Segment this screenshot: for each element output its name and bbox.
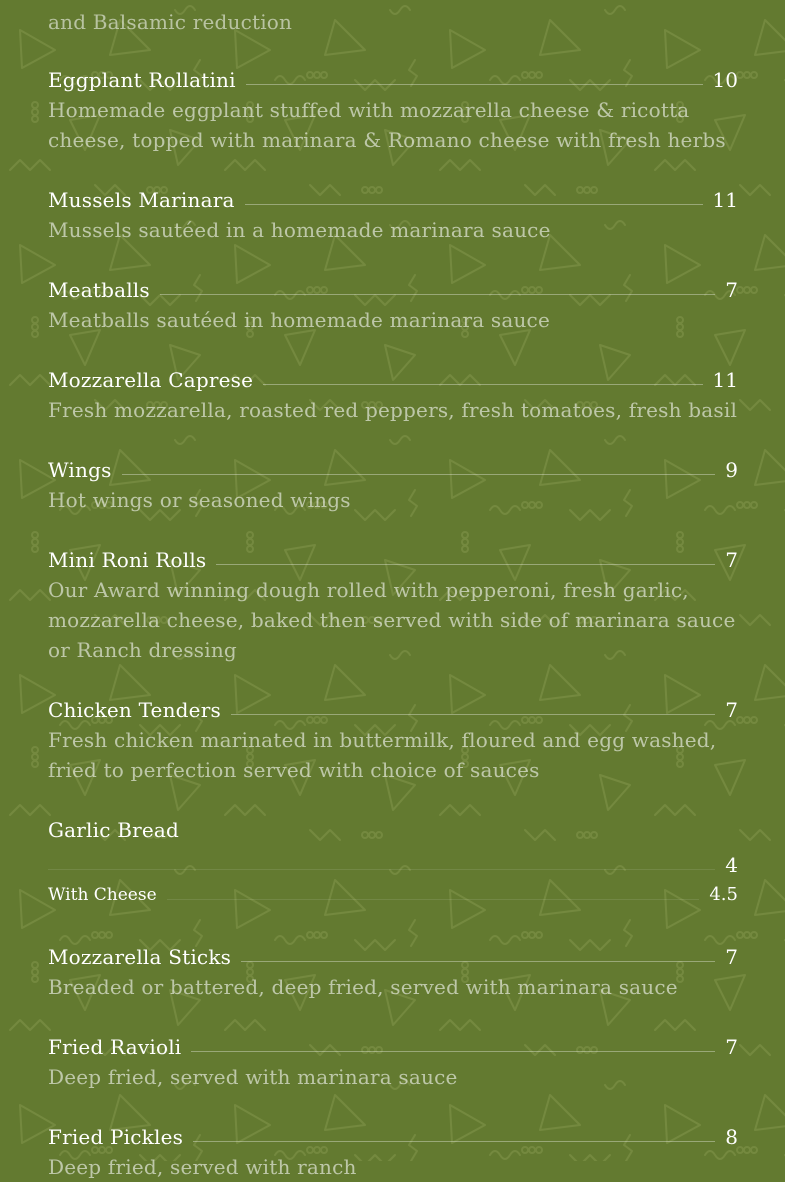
option-row xyxy=(48,880,738,910)
item-name: Eggplant Rollatini xyxy=(48,68,236,92)
menu-item-mozzarella-sticks xyxy=(48,942,738,1002)
menu-item-row xyxy=(48,695,738,725)
item-description: Deep fried, served with ranch xyxy=(48,1155,357,1179)
option-price: 4.5 xyxy=(709,884,738,905)
dotted-leader xyxy=(231,714,715,715)
item-name: Mussels Marinara xyxy=(48,188,235,212)
item-description: Our Award winning dough rolled with pepperoni, fresh garlic, mozzarella cheese, baked then served with side of marinara sauce or Ranch dressing xyxy=(48,578,736,662)
menu-item-mozzarella-caprese xyxy=(48,365,738,425)
menu-item-row xyxy=(48,815,738,845)
dotted-leader xyxy=(160,294,715,295)
menu-item-fried-ravioli xyxy=(48,1032,738,1092)
item-description: Mussels sautéed in a homemade marinara sauce xyxy=(48,218,551,242)
menu-item-row xyxy=(48,275,738,305)
menu-item-row xyxy=(48,942,738,972)
item-name: Chicken Tenders xyxy=(48,698,221,722)
menu-item-row xyxy=(48,545,738,575)
item-price: 10 xyxy=(712,68,738,92)
menu-item-wings xyxy=(48,455,738,515)
menu-item-row xyxy=(48,65,738,95)
item-name: Fried Ravioli xyxy=(48,1035,182,1059)
dotted-leader xyxy=(191,1051,715,1052)
item-name: Garlic Bread xyxy=(48,818,180,842)
item-name: Wings xyxy=(48,458,112,482)
item-name: Fried Pickles xyxy=(48,1125,184,1149)
dotted-leader xyxy=(167,899,700,900)
item-price: 7 xyxy=(725,278,738,302)
item-description: Breaded or battered, deep fried, served with marinara sauce xyxy=(48,975,678,999)
item-price: 4 xyxy=(725,853,738,877)
menu-item-meatballs xyxy=(48,275,738,335)
dotted-leader xyxy=(193,1141,715,1142)
item-name: Meatballs xyxy=(48,278,150,302)
dotted-leader xyxy=(241,961,715,962)
item-description: Meatballs sautéed in homemade marinara sauce xyxy=(48,308,550,332)
item-description: and Balsamic reduction xyxy=(48,10,293,34)
item-price: 7 xyxy=(725,548,738,572)
item-description: Homemade eggplant stuffed with mozzarella cheese & ricotta cheese, topped with marinara & Romano cheese with fresh herbs xyxy=(48,98,726,152)
menu-item-row xyxy=(48,1122,738,1152)
menu-item-garlic-bread xyxy=(48,815,738,910)
option-label: With Cheese xyxy=(48,885,157,905)
menu-item-chicken-tenders xyxy=(48,695,738,785)
item-price: 7 xyxy=(725,945,738,969)
price-row xyxy=(48,850,738,880)
item-price: 7 xyxy=(725,698,738,722)
menu-item-eggplant-rollatini xyxy=(48,65,738,155)
menu-item-mussels-marinara xyxy=(48,185,738,245)
item-price: 11 xyxy=(712,188,738,212)
menu-item-row xyxy=(48,1032,738,1062)
menu-item-row xyxy=(48,185,738,215)
item-price: 9 xyxy=(725,458,738,482)
item-price: 7 xyxy=(725,1035,738,1059)
dotted-leader xyxy=(122,474,716,475)
menu-item-row xyxy=(48,455,738,485)
dotted-leader xyxy=(216,564,715,565)
dotted-leader xyxy=(263,384,702,385)
item-description: Fresh mozzarella, roasted red peppers, fresh tomatoes, fresh basil xyxy=(48,398,738,422)
menu-item-fried-pickles xyxy=(48,1122,738,1182)
menu-item-mini-roni-rolls xyxy=(48,545,738,665)
dotted-leader xyxy=(245,204,703,205)
item-price: 11 xyxy=(712,368,738,392)
dotted-leader xyxy=(48,869,715,870)
menu-item-row xyxy=(48,365,738,395)
item-name: Mini Roni Rolls xyxy=(48,548,207,572)
dotted-leader xyxy=(246,84,703,85)
item-description: Deep fried, served with marinara sauce xyxy=(48,1065,458,1089)
item-price: 8 xyxy=(725,1125,738,1149)
item-name: Mozzarella Sticks xyxy=(48,945,232,969)
item-description: Fresh chicken marinated in buttermilk, floured and egg washed, fried to perfection served with choice of sauces xyxy=(48,728,717,782)
item-name: Mozzarella Caprese xyxy=(48,368,254,392)
item-description: Hot wings or seasoned wings xyxy=(48,488,351,512)
